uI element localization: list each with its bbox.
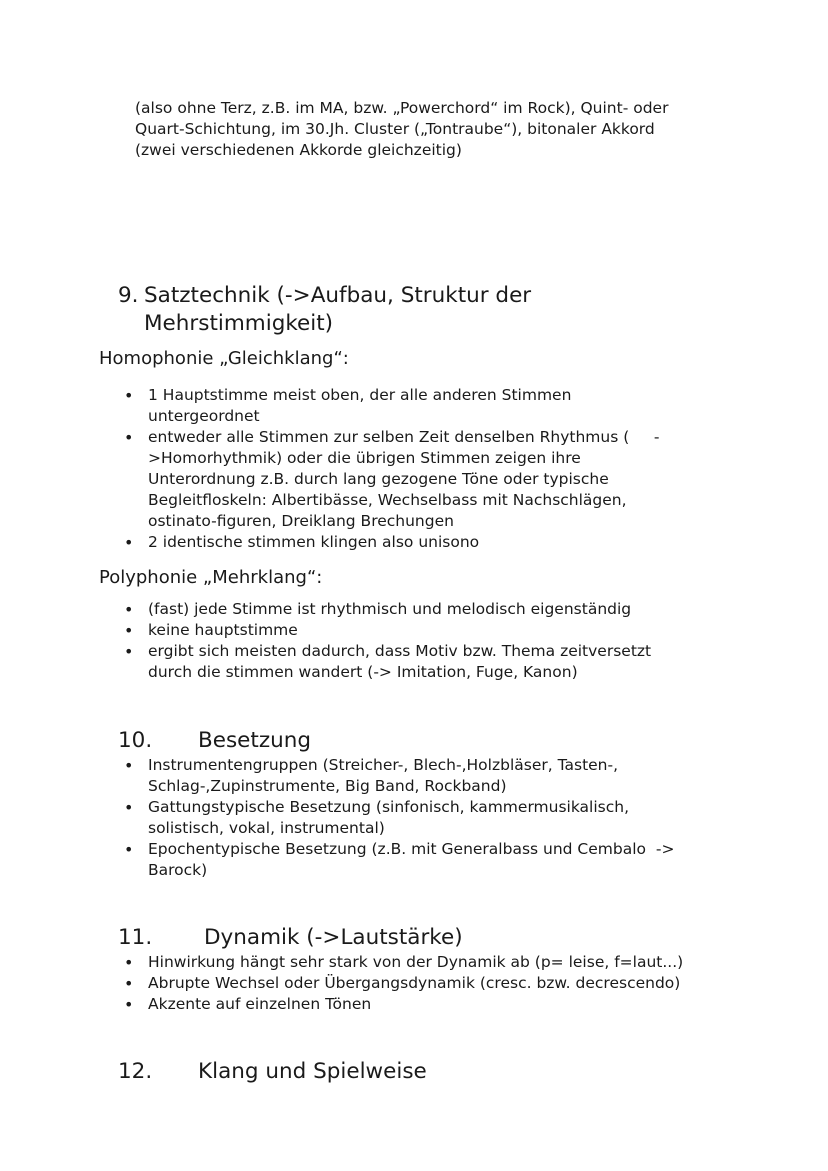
list-item-line: • Gattungstypische Besetzung (sinfonisch, kammermusikalisch, bbox=[148, 798, 630, 816]
section-title: Klang und Spielweise bbox=[198, 1059, 427, 1084]
section-title-line: Satztechnik (->Aufbau, Struktur der bbox=[144, 283, 532, 308]
list-item bbox=[124, 797, 674, 839]
list-item-line: ostinato-figuren, Dreiklang Brechungen bbox=[148, 512, 454, 530]
list-item-line: • Epochentypische Besetzung (z.B. mit Generalbass und Cembalo -> bbox=[148, 840, 675, 858]
besetzung-list bbox=[124, 755, 674, 881]
list-item bbox=[124, 973, 683, 994]
list-item bbox=[124, 755, 674, 797]
list-item-line: • 1 Hauptstimme meist oben, der alle anderen Stimmen bbox=[148, 386, 572, 404]
list-item-line: • 2 identische stimmen klingen also unisono bbox=[148, 533, 480, 551]
dynamik-list bbox=[124, 952, 683, 1015]
section-number: 11. bbox=[118, 925, 153, 950]
section-title: Besetzung bbox=[198, 728, 312, 753]
section-10-heading bbox=[118, 727, 311, 755]
list-item bbox=[124, 641, 651, 683]
section-9-heading bbox=[118, 282, 531, 310]
list-item bbox=[124, 952, 683, 973]
list-item-line: untergeordnet bbox=[148, 407, 260, 425]
section-9-heading-continued bbox=[144, 310, 333, 338]
list-item-line: • entweder alle Stimmen zur selben Zeit denselben Rhythmus ( - bbox=[148, 428, 660, 446]
list-item-line: solistisch, vokal, instrumental) bbox=[148, 819, 385, 837]
section-number: 12. bbox=[118, 1059, 153, 1084]
section-number: 9. bbox=[118, 283, 139, 308]
list-item-line: Begleitfloskeln: Albertibässe, Wechselbass mit Nachschlägen, bbox=[148, 491, 627, 509]
list-item bbox=[124, 385, 660, 427]
list-item bbox=[124, 532, 660, 553]
list-item-line: • Akzente auf einzelnen Tönen bbox=[148, 995, 372, 1013]
section-title-line: Mehrstimmigkeit) bbox=[144, 311, 334, 336]
list-item-line: Barock) bbox=[148, 861, 208, 879]
section-12-heading bbox=[118, 1058, 427, 1086]
section-title: Dynamik (->Lautstärke) bbox=[204, 925, 463, 950]
section-11-heading bbox=[118, 924, 463, 952]
list-item-line: >Homorhythmik) oder die übrigen Stimmen zeigen ihre bbox=[148, 449, 581, 467]
section-number: 10. bbox=[118, 728, 153, 753]
list-item-line: • ergibt sich meisten dadurch, dass Motiv bzw. Thema zeitversetzt bbox=[148, 642, 652, 660]
list-item-line: durch die stimmen wandert (-> Imitation, Fuge, Kanon) bbox=[148, 663, 578, 681]
homophonie-list bbox=[124, 385, 660, 553]
list-item bbox=[124, 427, 660, 532]
list-item bbox=[124, 620, 651, 641]
polyphonie-list bbox=[124, 599, 651, 683]
list-item-line: • keine hauptstimme bbox=[148, 621, 298, 639]
intro-line: (also ohne Terz, z.B. im MA, bzw. „Powerchord“ im Rock), Quint- oder bbox=[135, 99, 669, 117]
homophonie-heading: Homophonie „Gleichklang“: bbox=[99, 348, 349, 369]
list-item-line: • Abrupte Wechsel oder Übergangsdynamik (cresc. bzw. decrescendo) bbox=[148, 974, 681, 992]
list-item-line: Schlag-,Zupinstrumente, Big Band, Rockband) bbox=[148, 777, 507, 795]
list-item-line: • (fast) jede Stimme ist rhythmisch und melodisch eigenständig bbox=[148, 600, 632, 618]
intro-paragraph bbox=[135, 98, 755, 161]
polyphonie-heading: Polyphonie „Mehrklang“: bbox=[99, 567, 323, 588]
intro-line: (zwei verschiedenen Akkorde gleichzeitig) bbox=[135, 141, 462, 159]
list-item bbox=[124, 599, 651, 620]
list-item bbox=[124, 839, 674, 881]
list-item bbox=[124, 994, 683, 1015]
intro-line: Quart-Schichtung, im 30.Jh. Cluster („Tontraube“), bitonaler Akkord bbox=[135, 120, 655, 138]
list-item-line: • Hinwirkung hängt sehr stark von der Dynamik ab (p= leise, f=laut...) bbox=[148, 953, 684, 971]
list-item-line: • Instrumentengruppen (Streicher-, Blech-,Holzbläser, Tasten-, bbox=[148, 756, 619, 774]
list-item-line: Unterordnung z.B. durch lang gezogene Töne oder typische bbox=[148, 470, 609, 488]
